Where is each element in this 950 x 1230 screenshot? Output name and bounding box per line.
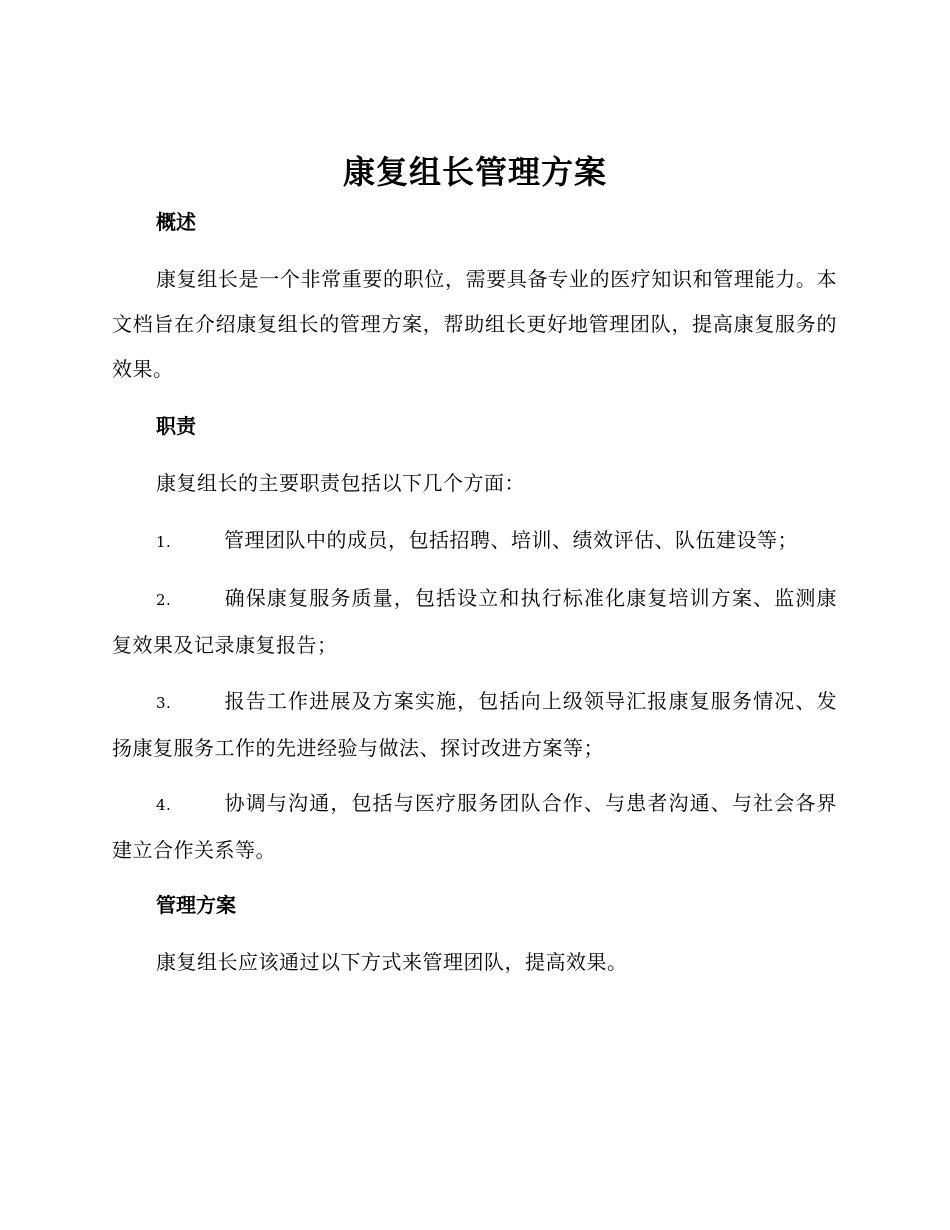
list-item-text: 报告工作进展及方案实施，包括向上级领导汇报康复服务情况、发扬康复服务工作的先进经验与做法、探讨改进方案等； <box>112 689 837 760</box>
management-paragraph: 康复组长应该通过以下方式来管理团队，提高效果。 <box>156 950 628 974</box>
list-item-text: 协调与沟通，包括与医疗服务团队合作、与患者沟通、与社会各界建立合作关系等。 <box>112 791 837 862</box>
section-heading-management: 管理方案 <box>156 893 236 917</box>
duties-intro: 康复组长的主要职责包括以下几个方面： <box>156 471 525 495</box>
document-title: 康复组长管理方案 <box>342 153 607 191</box>
list-item <box>112 781 837 873</box>
list-item-text: 确保康复服务质量，包括设立和执行标准化康复培训方案、监测康复效果及记录康复报告； <box>112 586 837 657</box>
list-item <box>112 679 837 771</box>
list-item <box>112 576 837 668</box>
list-item-number: 1. <box>156 533 172 551</box>
overview-paragraph: 康复组长是一个非常重要的职位，需要具备专业的医疗知识和管理能力。本文档旨在介绍康复组长的管理方案，帮助组长更好地管理团队，提高康复服务的效果。 <box>112 267 837 381</box>
list-item-text: 管理团队中的成员，包括招聘、培训、绩效评估、队伍建设等； <box>224 528 798 552</box>
section-heading-duties: 职责 <box>156 414 196 438</box>
section-heading-overview: 概述 <box>156 210 196 234</box>
list-item-number: 4. <box>156 796 172 814</box>
list-item <box>112 518 837 565</box>
list-item-number: 2. <box>156 591 172 609</box>
list-item-number: 3. <box>156 694 172 712</box>
